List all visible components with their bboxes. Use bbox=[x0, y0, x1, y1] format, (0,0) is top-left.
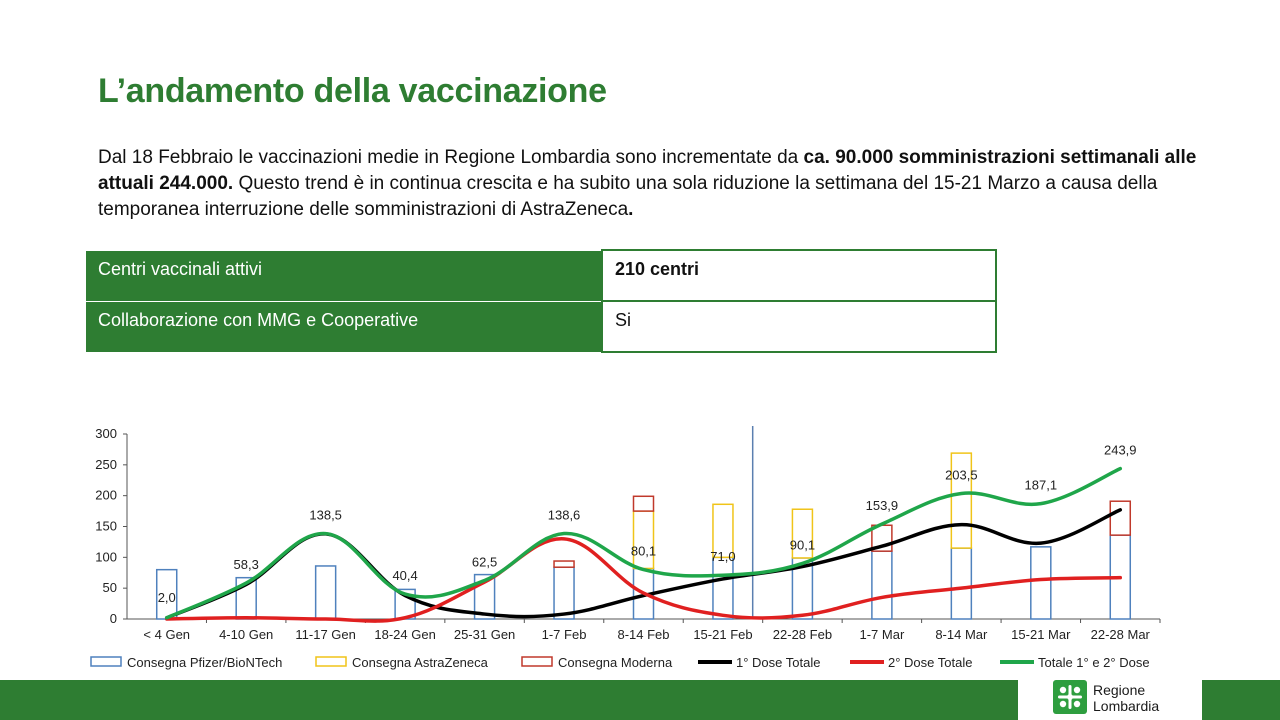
y-tick-label: 300 bbox=[95, 426, 117, 441]
x-tick-label: 18-24 Gen bbox=[374, 627, 436, 642]
lombardia-rose-icon bbox=[1053, 680, 1087, 714]
table-label: Collaborazione con MMG e Cooperative bbox=[86, 301, 602, 352]
footer-band-left bbox=[0, 680, 1018, 720]
bar-0-2 bbox=[316, 566, 336, 619]
data-label-12: 243,9 bbox=[1103, 442, 1137, 458]
bar-0-11 bbox=[1031, 547, 1051, 619]
bar-2-5 bbox=[554, 561, 574, 567]
footer-band-right bbox=[1202, 680, 1280, 720]
x-tick-label: 4-10 Gen bbox=[219, 627, 274, 642]
legend-label-3: 1° Dose Totale bbox=[736, 655, 821, 670]
x-tick-label: 1-7 Feb bbox=[541, 627, 587, 642]
bar-2-12 bbox=[1110, 501, 1130, 535]
intro-bold-1: ca. 90.000 somministrazioni settimanali alle attuali 244.000. bbox=[98, 147, 1197, 194]
logo-line-1: Regione bbox=[1093, 682, 1146, 698]
y-tick-label: 100 bbox=[95, 549, 117, 565]
legend-label-5: Totale 1° e 2° Dose bbox=[1038, 655, 1150, 670]
data-label-11: 187,1 bbox=[1024, 477, 1058, 493]
logo-line-2: Lombardia bbox=[1093, 698, 1160, 714]
legend-label-0: Consegna Pfizer/BioNTech bbox=[127, 655, 283, 670]
table-value: Si bbox=[602, 301, 996, 352]
data-label-1: 58,3 bbox=[233, 557, 259, 573]
data-label-6: 80,1 bbox=[630, 543, 657, 559]
x-tick-label: < 4 Gen bbox=[143, 627, 191, 642]
y-tick-label: 200 bbox=[95, 487, 117, 503]
table-value: 210 centri bbox=[602, 250, 996, 301]
data-label-10: 203,5 bbox=[945, 467, 978, 483]
legend-label-2: Consegna Moderna bbox=[558, 655, 673, 670]
data-label-0: 2,0 bbox=[157, 589, 176, 605]
legend-swatch-0 bbox=[91, 657, 121, 666]
legend-label-4: 2° Dose Totale bbox=[888, 655, 973, 670]
y-tick-label: 150 bbox=[95, 518, 117, 534]
bar-0-5 bbox=[554, 567, 574, 619]
x-tick-label: 11-17 Gen bbox=[295, 627, 356, 642]
x-tick-label: 22-28 Feb bbox=[772, 627, 833, 642]
bar-2-6 bbox=[634, 496, 654, 511]
legend-label-1: Consegna AstraZeneca bbox=[352, 655, 488, 670]
intro-text-2: Questo trend è in continua crescita e ha subito una sola riduzione la settimana del 15-21 Marzo a causa della temporanea interruzione delle somministrazioni di AstraZeneca bbox=[98, 173, 1158, 220]
x-tick-label: 15-21 Mar bbox=[1011, 627, 1071, 642]
bar-0-10 bbox=[951, 548, 971, 619]
legend-swatch-2 bbox=[522, 657, 552, 666]
y-tick-label: 250 bbox=[95, 456, 117, 472]
y-tick-label: 50 bbox=[102, 580, 117, 596]
legend-swatch-1 bbox=[316, 657, 346, 666]
x-tick-label: 8-14 Feb bbox=[617, 627, 670, 642]
y-tick-label: 0 bbox=[109, 611, 117, 626]
data-label-8: 90,1 bbox=[789, 537, 816, 553]
x-tick-label: 1-7 Mar bbox=[859, 627, 905, 642]
logo-text bbox=[1093, 682, 1159, 714]
bar-0-7 bbox=[713, 557, 733, 619]
regione-lombardia-logo bbox=[1053, 680, 1193, 716]
x-tick-label: 25-31 Gen bbox=[453, 627, 516, 642]
data-label-3: 40,4 bbox=[392, 568, 418, 584]
data-label-4: 62,5 bbox=[471, 554, 498, 570]
data-label-9: 153,9 bbox=[865, 498, 899, 514]
data-label-7: 71,0 bbox=[710, 549, 736, 565]
data-label-5: 138,6 bbox=[547, 507, 581, 523]
intro-text-1: Dal 18 Febbraio le vaccinazioni medie in Regione Lombardia sono incrementate da bbox=[98, 147, 804, 168]
bar-1-6 bbox=[634, 511, 654, 568]
intro-bold-2: . bbox=[628, 199, 634, 220]
table-label: Centri vaccinali attivi bbox=[86, 250, 602, 301]
x-tick-label: 22-28 Mar bbox=[1090, 627, 1150, 642]
page-title: L’andamento della vaccinazione bbox=[98, 72, 607, 110]
bar-0-9 bbox=[872, 551, 892, 619]
x-tick-label: 15-21 Feb bbox=[693, 627, 753, 642]
data-label-2: 138,5 bbox=[309, 507, 342, 523]
x-tick-label: 8-14 Mar bbox=[935, 627, 988, 642]
